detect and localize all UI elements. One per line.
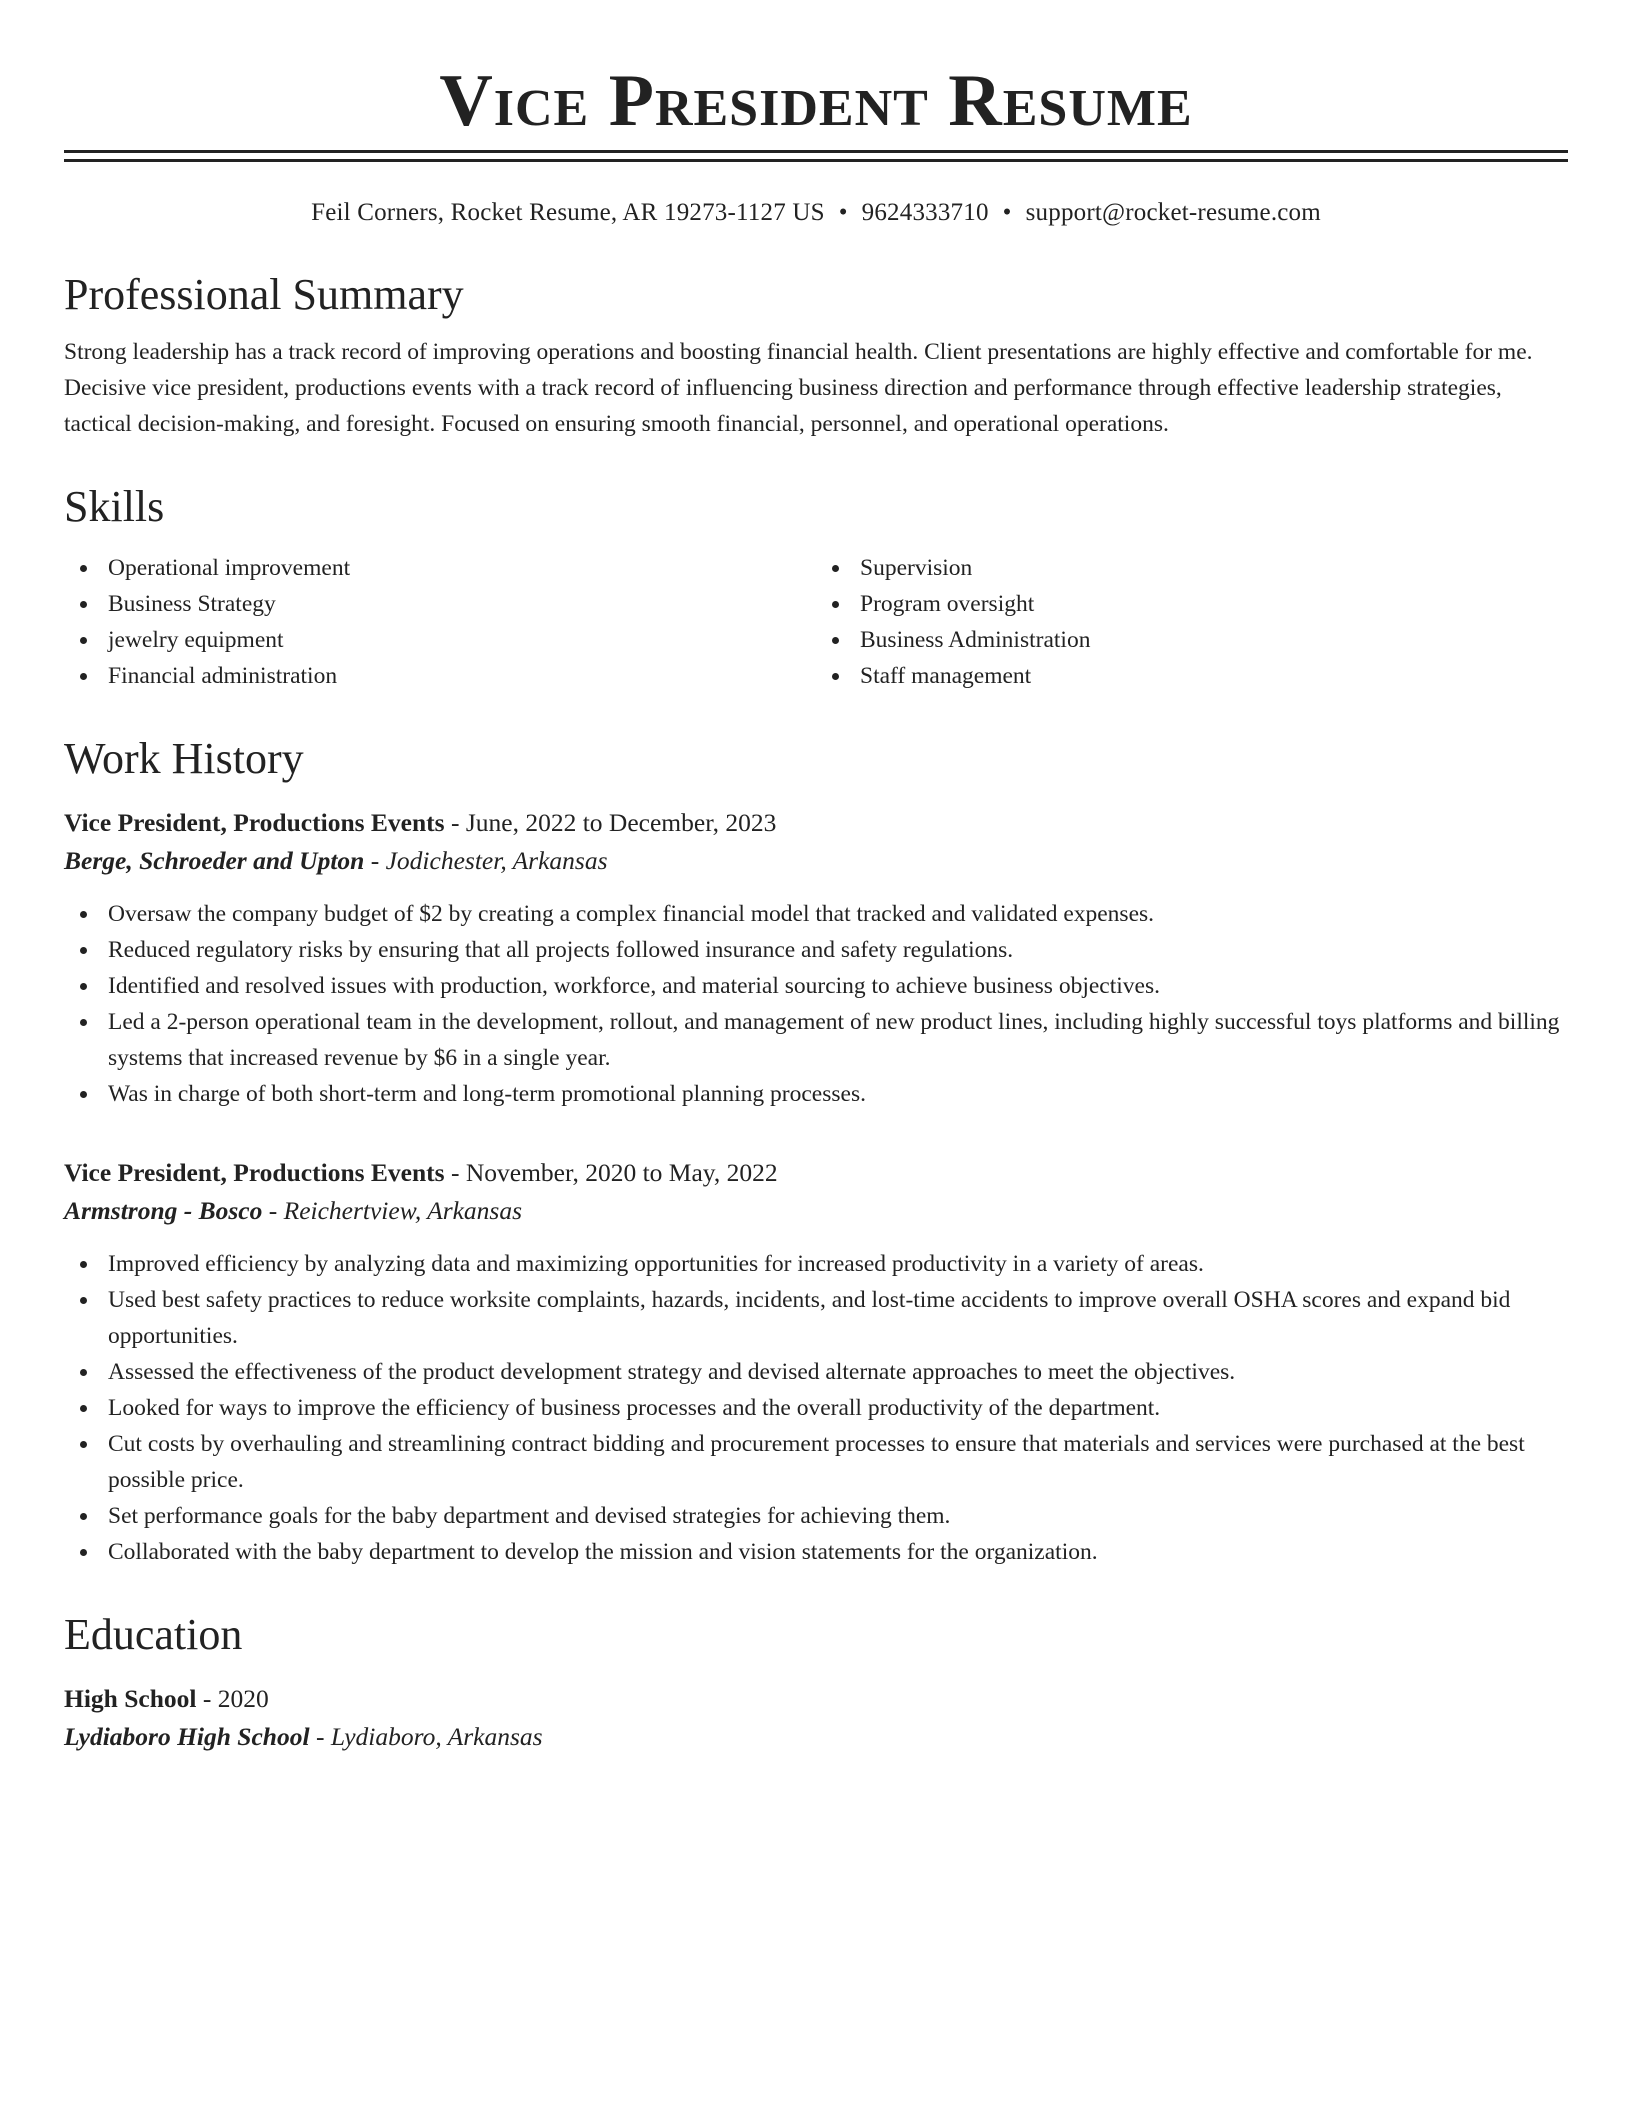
summary-text: Strong leadership has a track record of improving operations and boosting financial health. Client presentations are highly effective and comfortable for me. Decisive vice president, productions events with a track record of influencing business direction and performance through effective leadership strategies, tactical decision-making, and foresight. Focused on ensuring smooth financial, personnel, and operational operations.: [64, 339, 1533, 437]
skills-columns: [64, 550, 1568, 694]
job-bullet: Improved efficiency by analyzing data and maximizing opportunities for increased productivity in a variety of areas.: [64, 1246, 1568, 1282]
job-entry: [64, 1154, 1568, 1570]
job-bullet-list: [64, 896, 1568, 1112]
contact-email: support@rocket-resume.com: [1025, 199, 1321, 226]
education-section: [64, 1608, 1568, 1756]
skill-item: Supervision: [816, 550, 1568, 586]
job-title-line: [64, 1154, 1568, 1192]
skill-item: Business Administration: [816, 622, 1568, 658]
skill-item: Financial administration: [64, 658, 816, 694]
job-company: Berge, Schroeder and Upton: [64, 846, 365, 875]
job-title: Vice President, Productions Events: [64, 1158, 445, 1187]
job-company-line: [64, 842, 1568, 880]
section-heading-skills: Skills: [64, 482, 165, 531]
job-bullet: Used best safety practices to reduce worksite complaints, hazards, incidents, and lost-time accidents to improve overall OSHA scores and expand bid opportunities.: [64, 1282, 1568, 1354]
education-degree-line: [64, 1680, 1568, 1718]
work-history-section: [64, 732, 1568, 1570]
job-title-line: [64, 804, 1568, 842]
title-rule-bottom: [64, 159, 1568, 162]
job-dates: - November, 2020 to May, 2022: [444, 1158, 778, 1187]
job-bullet: Oversaw the company budget of $2 by creating a complex financial model that tracked and validated expenses.: [64, 896, 1568, 932]
job-bullet: Looked for ways to improve the efficiency of business processes and the overall productivity of the department.: [64, 1390, 1568, 1426]
skills-left-column: [64, 550, 816, 694]
skill-item: Operational improvement: [64, 550, 816, 586]
job-location: - Jodichester, Arkansas: [364, 846, 608, 875]
section-heading-summary: Professional Summary: [64, 270, 464, 319]
skill-item: Staff management: [816, 658, 1568, 694]
job-company-line: [64, 1192, 1568, 1230]
job-bullet: Collaborated with the baby department to develop the mission and vision statements for the organization.: [64, 1534, 1568, 1570]
job-dates: - June, 2022 to December, 2023: [444, 808, 777, 837]
job-company: Armstrong - Bosco: [64, 1196, 263, 1225]
section-heading-work-history: Work History: [64, 734, 304, 783]
skills-section: [64, 480, 1568, 694]
job-bullet: Led a 2-person operational team in the development, rollout, and management of new product lines, including highly successful toys platforms and billing systems that increased revenue by $6 in a single year.: [64, 1004, 1568, 1076]
skill-item: Business Strategy: [64, 586, 816, 622]
education-entry: [64, 1680, 1568, 1756]
education-location: - Lydiaboro, Arkansas: [309, 1722, 543, 1751]
job-bullet-list: [64, 1246, 1568, 1570]
job-bullet: Cut costs by overhauling and streamlining contract bidding and procurement processes to ensure that materials and services were purchased at the best possible price.: [64, 1426, 1568, 1498]
job-title: Vice President, Productions Events: [64, 808, 445, 837]
job-location: - Reichertview, Arkansas: [262, 1196, 523, 1225]
education-school: Lydiaboro High School: [64, 1722, 310, 1751]
contact-address: Feil Corners, Rocket Resume, AR 19273-1127 US: [311, 199, 825, 226]
resume-title: Vice President Resume: [439, 60, 1193, 142]
skill-item: jewelry equipment: [64, 622, 816, 658]
education-year: - 2020: [196, 1684, 269, 1713]
section-heading-education: Education: [64, 1610, 243, 1659]
job-bullet: Was in charge of both short-term and long-term promotional planning processes.: [64, 1076, 1568, 1112]
skills-right-column: [816, 550, 1568, 694]
contact-separator: •: [1002, 199, 1012, 226]
job-bullet: Identified and resolved issues with production, workforce, and material sourcing to achieve business objectives.: [64, 968, 1568, 1004]
education-degree: High School: [64, 1684, 197, 1713]
job-entry: [64, 804, 1568, 1112]
job-bullet: Set performance goals for the baby department and devised strategies for achieving them.: [64, 1498, 1568, 1534]
job-bullet: Reduced regulatory risks by ensuring that all projects followed insurance and safety regulations.: [64, 932, 1568, 968]
professional-summary-section: [64, 268, 1568, 442]
contact-phone: 9624333710: [861, 199, 989, 226]
skill-item: Program oversight: [816, 586, 1568, 622]
education-school-line: [64, 1718, 1568, 1756]
contact-line: [64, 196, 1568, 230]
contact-separator: •: [838, 199, 848, 226]
title-rule-top: [64, 150, 1568, 153]
job-bullet: Assessed the effectiveness of the product development strategy and devised alternate approaches to meet the objectives.: [64, 1354, 1568, 1390]
